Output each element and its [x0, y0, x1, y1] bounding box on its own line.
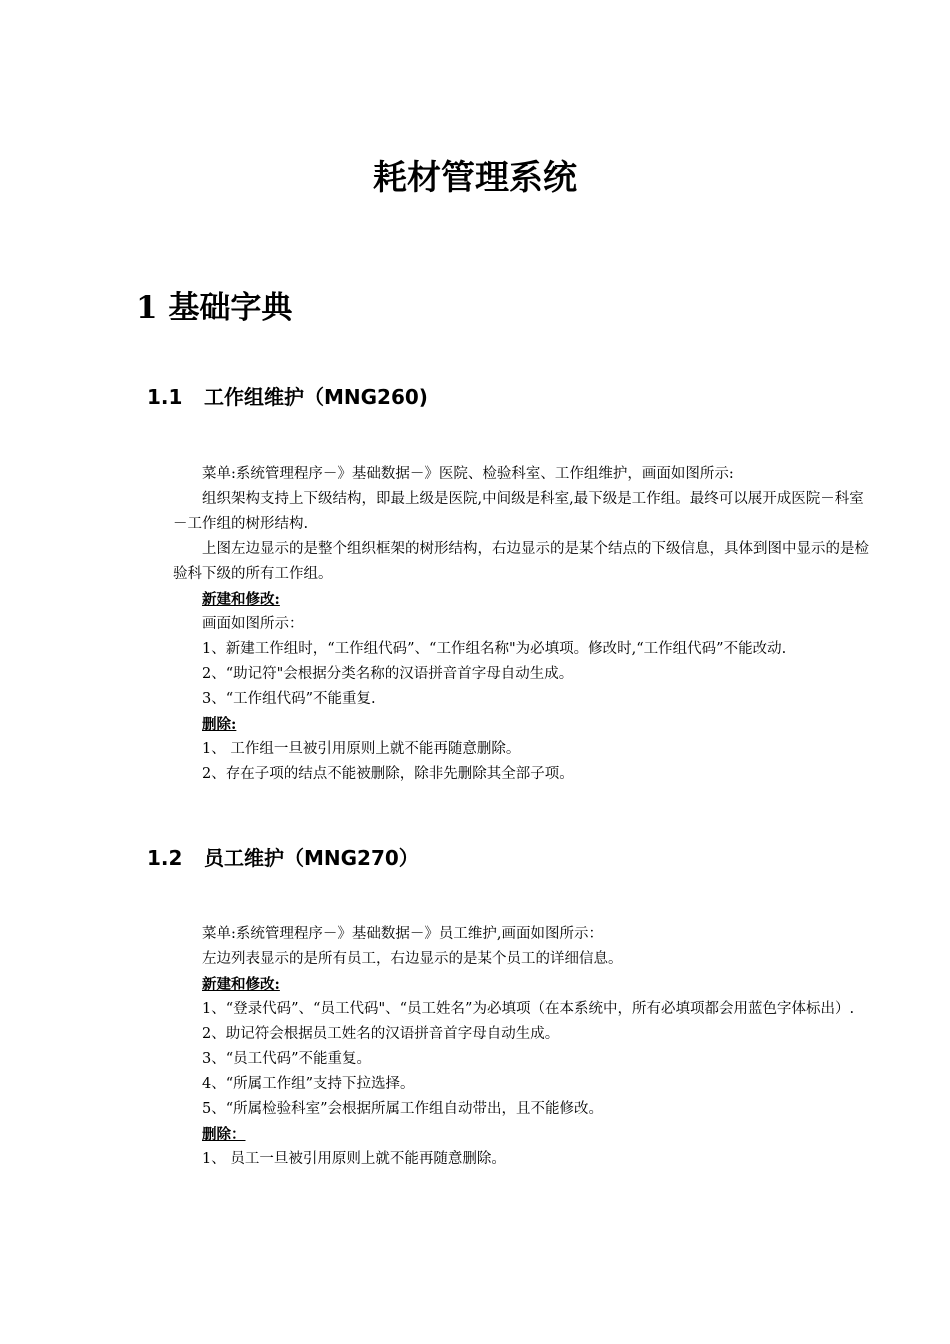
paragraph: 组织架构支持上下级结构，即最上级是医院,中间级是科室,最下级是工作组。最终可以展开成医院－科室－工作组的树形结构. [173, 491, 864, 532]
subheading-create-edit: 新建和修改: [202, 591, 280, 608]
paragraph: 菜单:系统管理程序－》基础数据－》医院、检验科室、工作组维护，画面如图所示: [202, 466, 734, 482]
section-heading-1-2 [147, 843, 419, 873]
list-item: 5、“所属检验科室”会根据所属工作组自动带出，且不能修改。 [202, 1101, 604, 1117]
document-title: 耗材管理系统 [373, 158, 577, 198]
subheading-delete: 删除： [202, 1126, 246, 1143]
section-heading-1-1 [147, 382, 428, 412]
chapter-heading: 1 基础字典 [136, 290, 293, 326]
paragraph: 左边列表显示的是所有员工，右边显示的是某个员工的详细信息。 [202, 951, 623, 967]
paragraph: 上图左边显示的是整个组织框架的树形结构，右边显示的是某个结点的下级信息，具体到图中显示的是检验科下级的所有工作组。 [173, 541, 869, 582]
section-1-2-body [168, 922, 878, 1172]
list-item: 2、“助记符"会根据分类名称的汉语拼音首字母自动生成。 [202, 666, 574, 682]
list-item: 2、助记符会根据员工姓名的汉语拼音首字母自动生成。 [202, 1026, 560, 1042]
section-number: 1.1 [147, 385, 183, 409]
paragraph: 画面如图所示： [202, 616, 304, 632]
section-title: 员工维护（MNG270） [204, 846, 419, 870]
list-item: 2、存在子项的结点不能被删除，除非先删除其全部子项。 [202, 766, 574, 782]
list-item: 3、“员工代码”不能重复。 [202, 1051, 372, 1067]
subheading-delete: 删除: [202, 716, 237, 733]
subheading-create-edit: 新建和修改: [202, 976, 280, 993]
section-1-1-body [168, 462, 878, 787]
list-item: 4、“所属工作组”支持下拉选择。 [202, 1076, 415, 1092]
list-item: 1、 工作组一旦被引用原则上就不能再随意删除。 [202, 741, 521, 757]
section-title: 工作组维护（MNG260) [204, 385, 428, 409]
list-item: 1、新建工作组时，“工作组代码”、“工作组名称"为必填项。修改时,“工作组代码”不能改动. [202, 641, 787, 657]
list-item: 1、 员工一旦被引用原则上就不能再随意删除。 [202, 1151, 506, 1167]
section-number: 1.2 [147, 846, 183, 870]
list-item: 1、“登录代码”、“员工代码"、“员工姓名”为必填项（在本系统中，所有必填项都会用蓝色字体标出）. [202, 1001, 855, 1017]
paragraph: 菜单:系统管理程序－》基础数据－》员工维护,画面如图所示： [202, 926, 603, 942]
list-item: 3、“工作组代码”不能重复. [202, 691, 376, 707]
